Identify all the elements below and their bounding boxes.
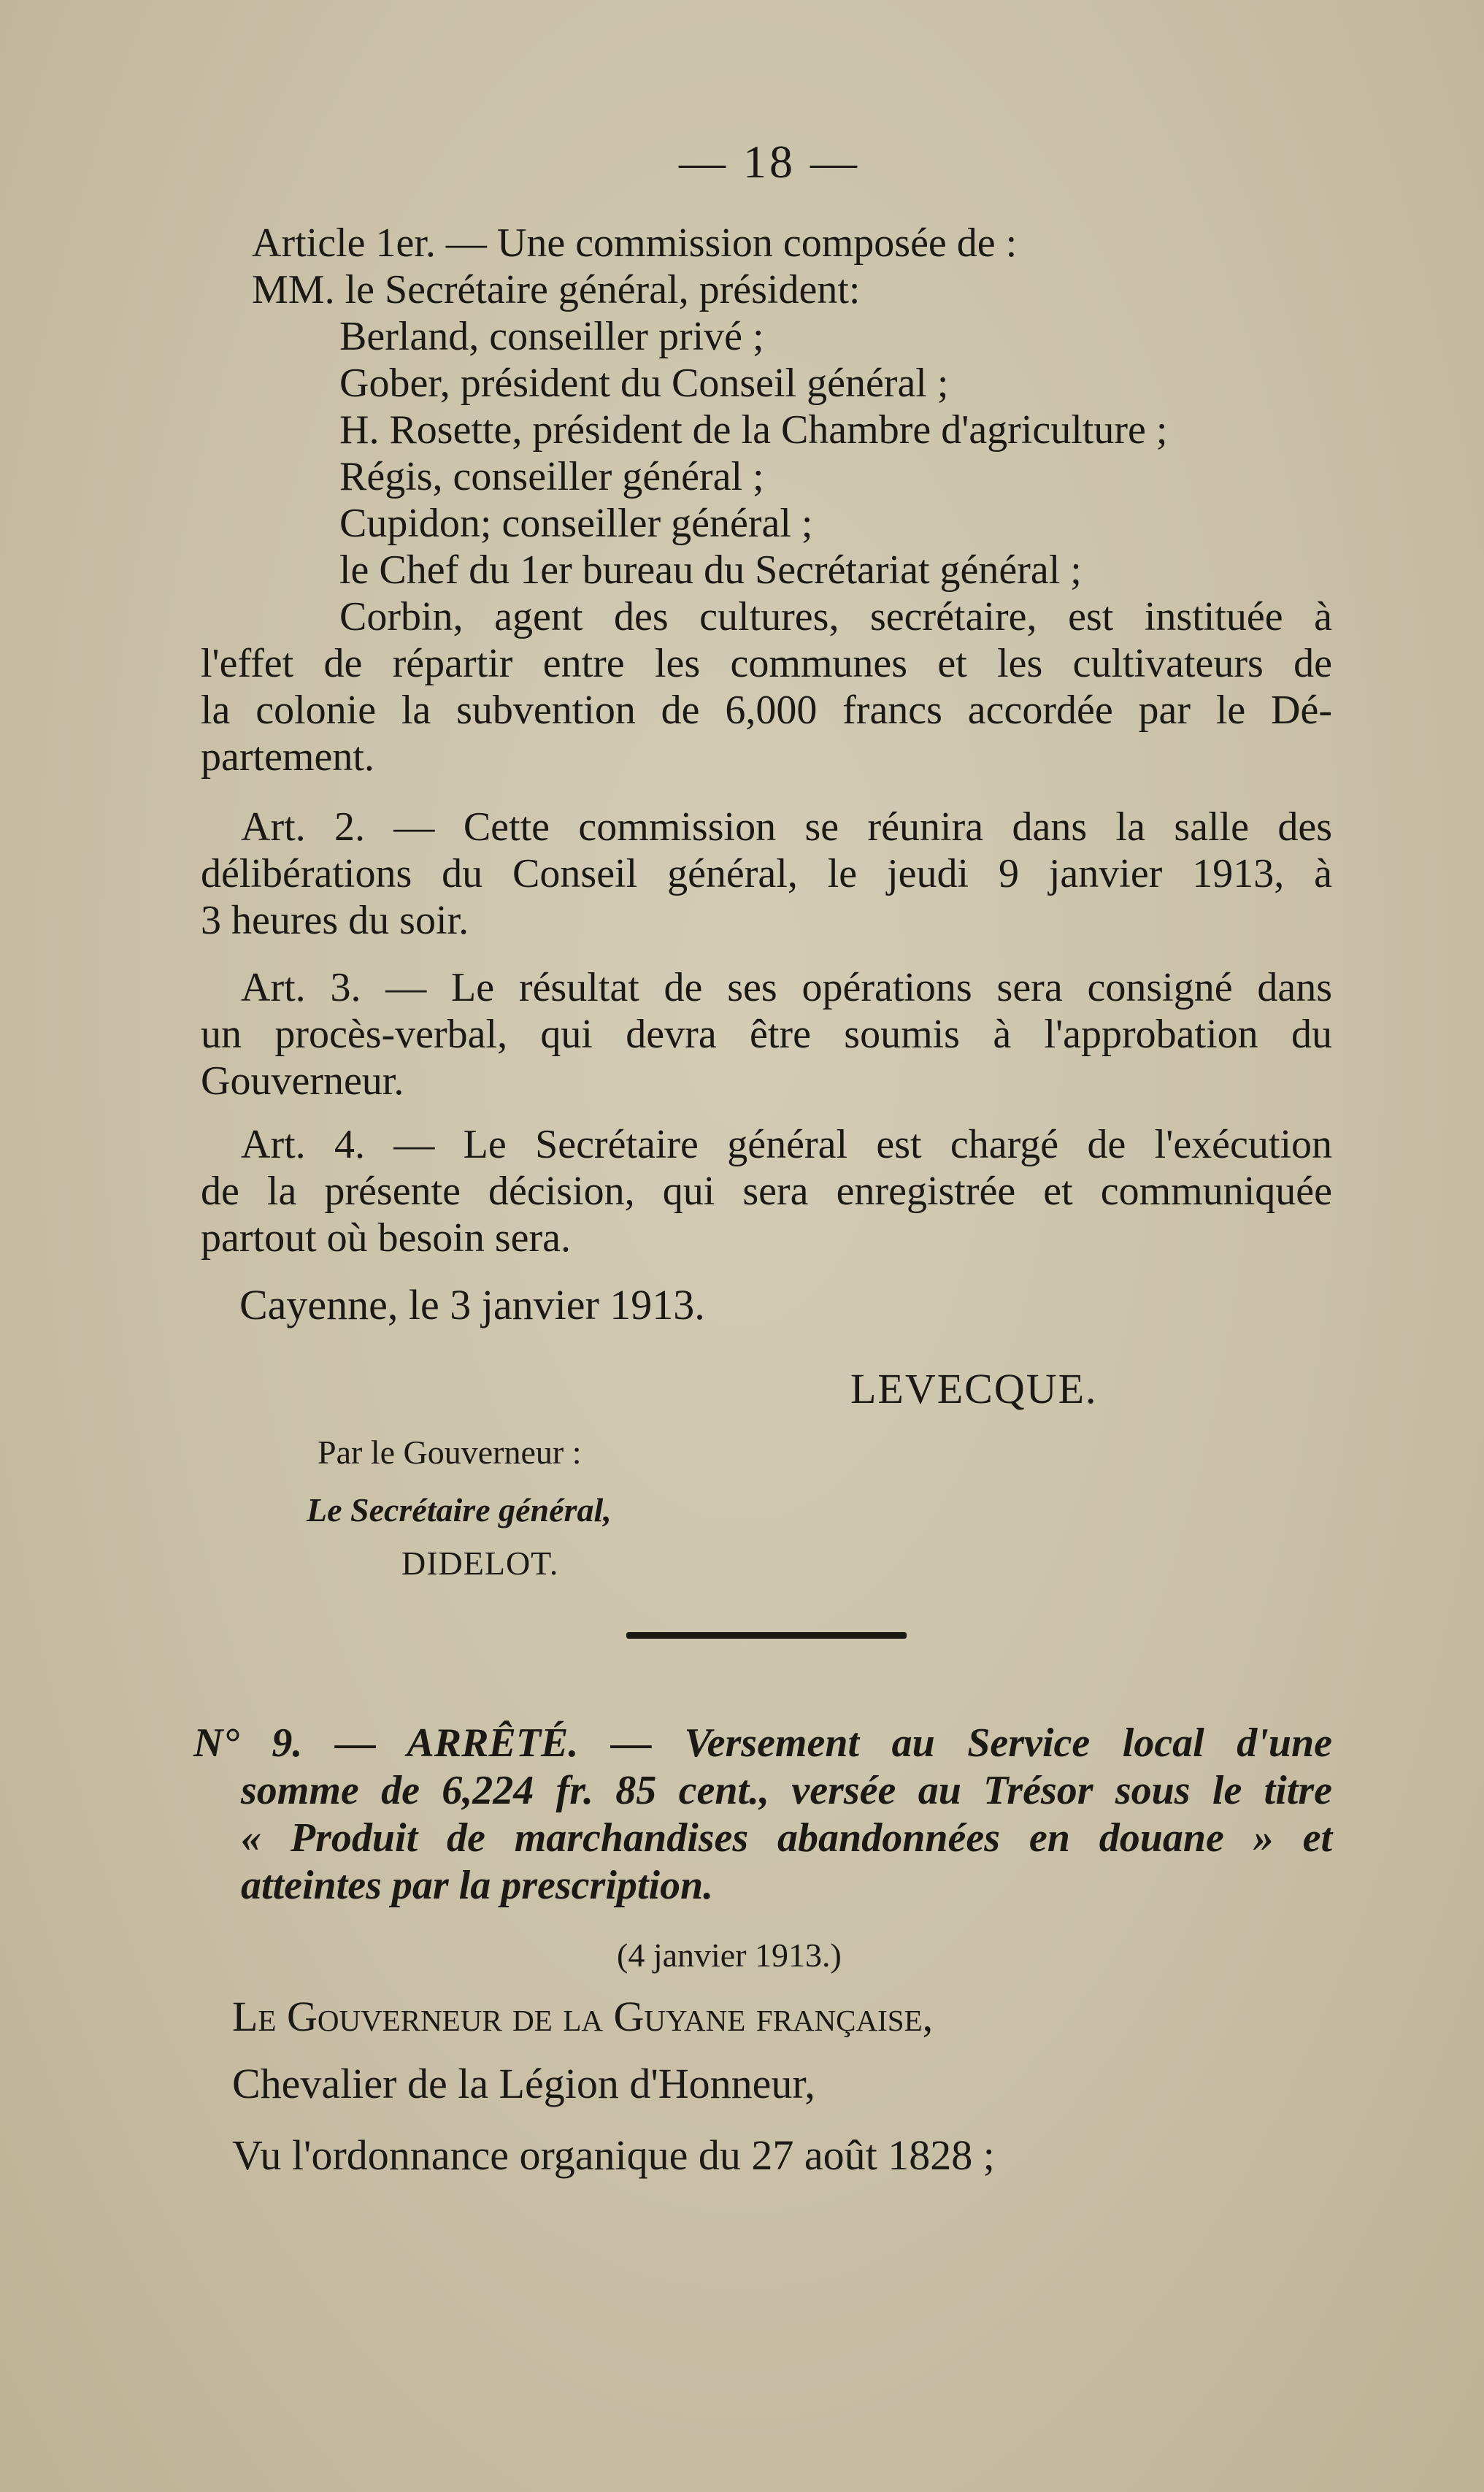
article-2-line: Art. 2. — Cette commission se réunira dans la salle des (241, 804, 1332, 850)
article-1-continuation: la colonie la subvention de 6,000 francs accordée par le Dé- (201, 688, 1332, 733)
arrete-date: (4 janvier 1913.) (617, 1937, 842, 1974)
arrete-body-line: Le Gouverneur de la Guyane française, (232, 1993, 934, 2040)
article-1-intro: Article 1er. — Une commission composée de : (252, 220, 1018, 266)
member-line: Corbin, agent des cultures, secrétaire, est instituée à (339, 594, 1332, 639)
article-2-line: délibérations du Conseil général, le jeudi 9 janvier 1913, à (201, 851, 1332, 896)
member-line: Cupidon; conseiller général ; (339, 501, 813, 546)
arrete-title-line: somme de 6,224 fr. 85 cent., versée au Trésor sous le titre (241, 1768, 1332, 1813)
member-line: Régis, conseiller général ; (339, 454, 764, 499)
member-line: H. Rosette, président de la Chambre d'agriculture ; (339, 407, 1168, 453)
article-4-line: partout où besoin sera. (201, 1215, 571, 1261)
article-3-line: un procès-verbal, qui devra être soumis à l'approbation du (201, 1012, 1332, 1057)
member-line: MM. le Secrétaire général, président: (252, 267, 861, 312)
member-line: Gober, président du Conseil général ; (339, 361, 949, 406)
article-3-line: Gouverneur. (201, 1058, 404, 1104)
place-date: Cayenne, le 3 janvier 1913. (239, 1281, 705, 1328)
arrete-title-line: « Produit de marchandises abandonnées en douane » et (241, 1815, 1332, 1861)
article-3-line: Art. 3. — Le résultat de ses opérations sera consigné dans (241, 965, 1332, 1010)
arrete-title-line: atteintes par la prescription. (241, 1863, 714, 1908)
governor-signature: LEVECQUE. (850, 1365, 1098, 1412)
article-4-line: de la présente décision, qui sera enregistrée et communiquée (201, 1169, 1332, 1214)
section-divider (626, 1632, 907, 1639)
article-4-line: Art. 4. — Le Secrétaire général est chargé de l'exécution (241, 1122, 1332, 1167)
member-line: le Chef du 1er bureau du Secrétariat général ; (339, 547, 1082, 593)
member-line: Berland, conseiller privé ; (339, 314, 764, 359)
arrete-title-line: N° 9. — ARRÊTÉ. — Versement au Service local d'une (193, 1720, 1332, 1766)
article-2-line: 3 heures du soir. (201, 898, 469, 943)
countersign-name: DIDELOT. (401, 1545, 559, 1582)
article-1-continuation: l'effet de répartir entre les communes et les cultivateurs de (201, 641, 1332, 686)
countersign-role: Le Secrétaire général, (307, 1491, 612, 1528)
article-1-continuation: partement. (201, 734, 374, 780)
countersign-by: Par le Gouverneur : (318, 1434, 582, 1471)
arrete-body-line: Vu l'ordonnance organique du 27 août 1828 ; (232, 2131, 995, 2179)
page-number: — 18 — (679, 136, 860, 188)
arrete-body-line: Chevalier de la Légion d'Honneur, (232, 2060, 815, 2107)
